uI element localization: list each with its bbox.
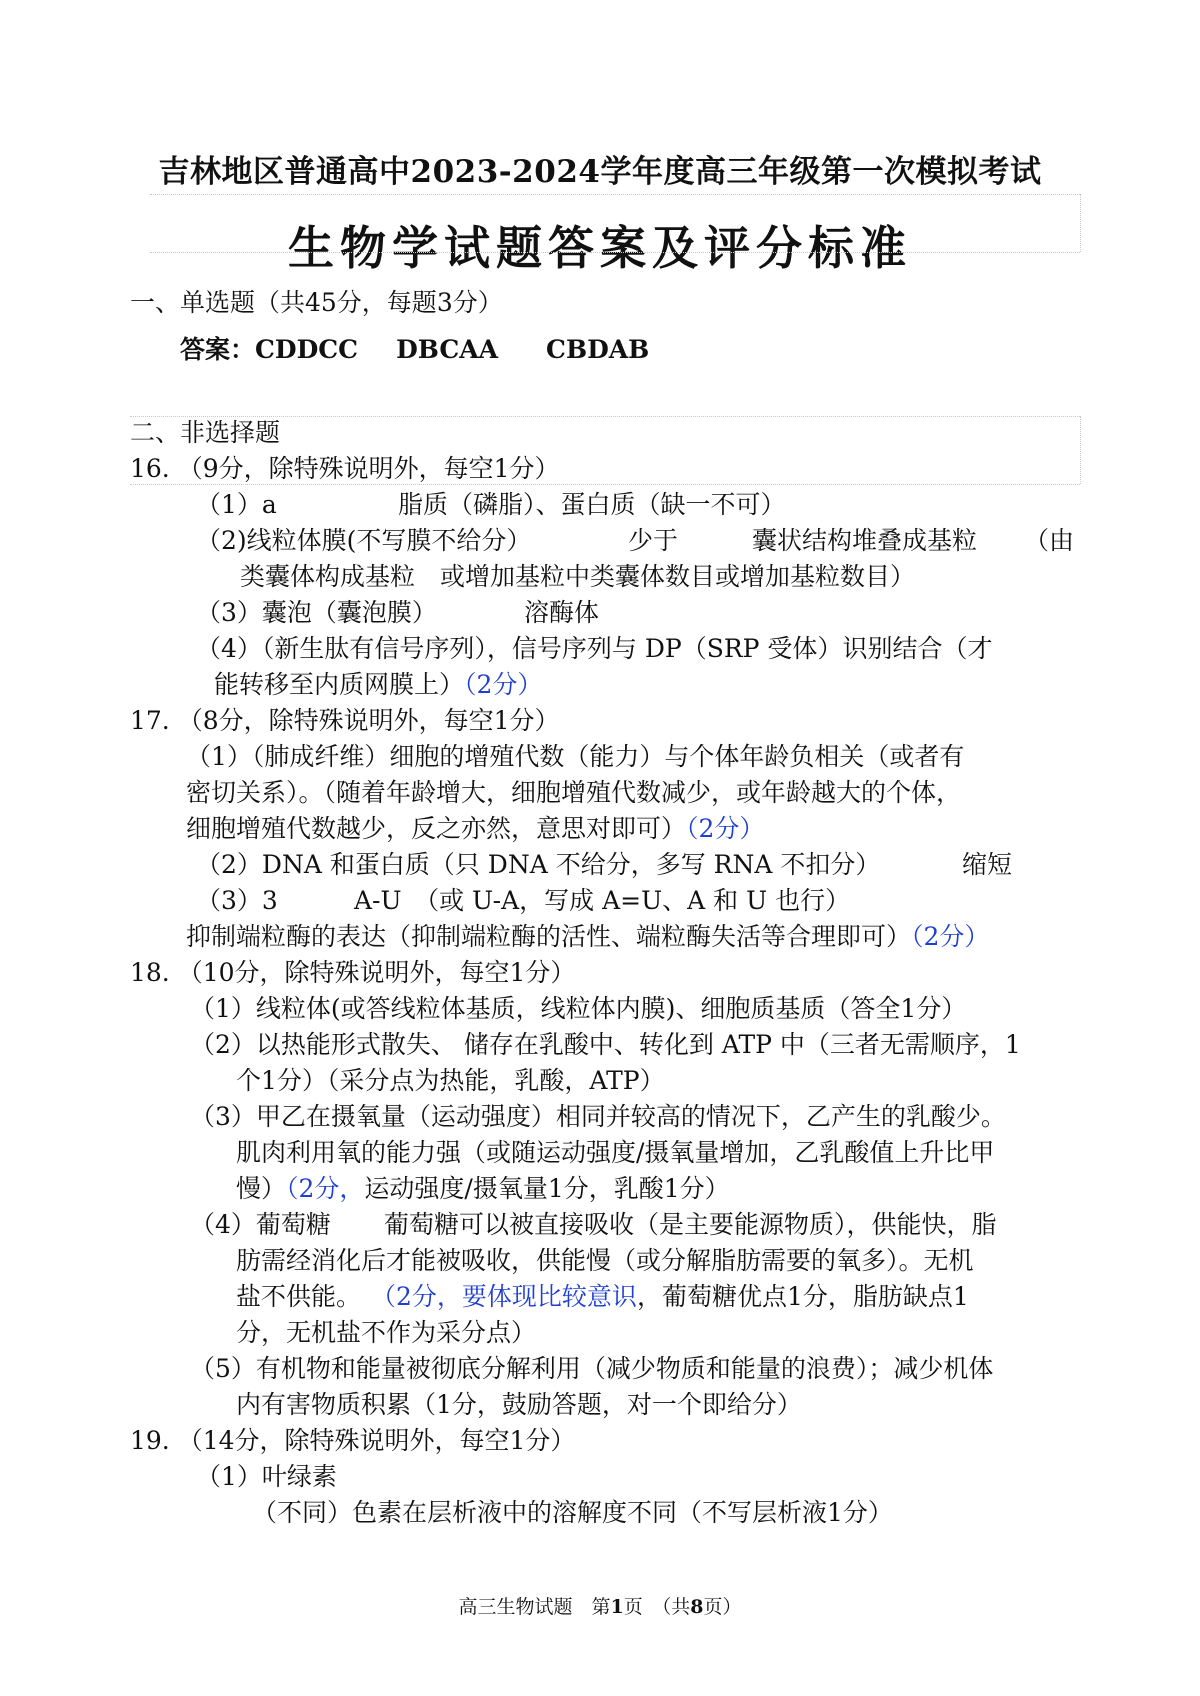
q16-answer-2-d: （由	[1024, 526, 1075, 555]
dotted-guide-line	[1080, 194, 1081, 252]
answer-group: CDDCC	[255, 335, 359, 364]
q16-answer-2: （2)线粒体膜(不写膜不给分）	[196, 526, 532, 555]
q18-answer-3-text: 慢）	[236, 1174, 287, 1203]
score-note: （2分，	[286, 1174, 365, 1203]
q17-answer-2: （2）DNA 和蛋白质（只 DNA 不给分，多写 RNA 不扣分）	[196, 850, 881, 879]
q16-heading: 16. （9分，除特殊说明外，每空1分）	[130, 454, 560, 483]
q16-answer-4-line2	[214, 668, 542, 702]
q17-answer-3: （3）3	[196, 886, 278, 915]
document-title: 生物学试题答案及评分标准	[288, 221, 912, 275]
q16-answer-2-line2: 类囊体构成基粒 或增加基粒中类囊体数目或增加基粒数目）	[240, 562, 916, 591]
q17-answer-3-line2	[186, 920, 989, 954]
q18-answer-4-line2: 肪需经消化后才能被吸收，供能慢（或分解脂肪需要的氧多）。无机	[236, 1246, 974, 1275]
section2-heading: 二、非选择题	[130, 418, 281, 447]
q18-answer-5-line2: 内有害物质积累（1分，鼓励答题，对一个即给分）	[236, 1390, 802, 1419]
answer-label: 答案：	[180, 335, 256, 364]
dotted-guide-line	[1080, 416, 1081, 484]
dotted-guide-line	[150, 252, 1080, 253]
q17-answer-1-line1: （1）（肺成纤维）细胞的增殖代数（能力）与个体年龄负相关（或者有	[186, 742, 965, 771]
q18-heading: 18. （10分，除特殊说明外，每空1分）	[130, 958, 576, 987]
q18-answer-3-line3	[236, 1172, 730, 1206]
dotted-guide-line	[150, 194, 1080, 195]
q18-answer-3-line1: （3）甲乙在摄氧量（运动强度）相同并较高的情况下，乙产生的乳酸少。	[190, 1102, 1006, 1131]
q18-answer-2-line2: 个1分）（采分点为热能，乳酸，ATP）	[236, 1066, 665, 1095]
mc-answer-line	[180, 333, 649, 367]
q19-answer-1-line2: （不同）色素在层析液中的溶解度不同（不写层析液1分）	[252, 1498, 893, 1527]
q17-answer-3-b: A-U （或 U-A，写成 A=U、A 和 U 也行）	[354, 886, 851, 915]
page-footer	[0, 1592, 1200, 1619]
section1-heading: 一、单选题（共45分，每题3分）	[130, 288, 503, 317]
score-note: （2分）	[911, 922, 990, 951]
q18-answer-4: （4）葡萄糖	[190, 1210, 331, 1239]
answer-group: DBCAA	[396, 335, 499, 364]
q19-heading: 19. （14分，除特殊说明外，每空1分）	[130, 1426, 576, 1455]
score-note: （2分，要体现比较意识	[371, 1282, 637, 1311]
score-note: （2分）	[686, 814, 765, 843]
q17-answer-3-text: 抑制端粒酶的表达（抑制端粒酶的活性、端粒酶失活等合理即可）	[186, 922, 912, 951]
q18-answer-4-note: ，葡萄糖优点1分，脂肪缺点1	[636, 1282, 969, 1311]
q17-answer-2-b: 缩短	[962, 850, 1013, 879]
q18-answer-4-line3	[236, 1280, 969, 1314]
q17-answer-1-text: 细胞增殖代数越少，反之亦然，意思对即可）	[186, 814, 687, 843]
q17-heading: 17. （8分，除特殊说明外，每空1分）	[130, 706, 560, 735]
q16-answer-1: （1）a	[196, 490, 277, 519]
q18-answer-4-text: 盐不供能。	[236, 1282, 362, 1311]
q18-answer-2-line1: （2）以热能形式散失、 储存在乳酸中、转化到 ATP 中（三者无需顺序，1	[190, 1030, 1021, 1059]
q16-answer-4-text: 能转移至内质网膜上）	[214, 670, 465, 699]
q18-answer-5-line1: （5）有机物和能量被彻底分解利用（减少物质和能量的浪费）；减少机体	[190, 1354, 994, 1383]
q17-answer-1-line3	[186, 812, 764, 846]
page-total: 8	[690, 1596, 704, 1618]
q16-answer-2-c: 囊状结构堆叠成基粒	[752, 526, 978, 555]
q18-answer-3-note: 运动强度/摄氧量1分，乳酸1分）	[364, 1174, 730, 1203]
footer-text: 高三生物试题 第	[458, 1596, 611, 1618]
q18-answer-3-line2: 肌肉利用氧的能力强（或随运动强度/摄氧量增加，乙乳酸值上升比甲	[236, 1138, 995, 1167]
q16-answer-4-line1: （4）（新生肽有信号序列），信号序列与 DP（SRP 受体）识别结合（才	[196, 634, 993, 663]
q18-answer-4-line4: 分，无机盐不作为采分点）	[236, 1318, 537, 1347]
q19-answer-1: （1）叶绿素	[196, 1462, 337, 1491]
footer-text: 页 （共	[623, 1596, 691, 1618]
q16-answer-3-b: 溶酶体	[524, 598, 600, 627]
footer-text: 页）	[703, 1596, 742, 1618]
exam-title: 吉林地区普通高中2023-2024学年度高三年级第一次模拟考试	[158, 154, 1042, 190]
q16-answer-3: （3）囊泡（囊泡膜）	[196, 598, 437, 627]
q18-answer-1: （1）线粒体(或答线粒体基质，线粒体内膜)、细胞质基质（答全1分）	[190, 994, 967, 1023]
q16-answer-1-text: 脂质（磷脂）、蛋白质（缺一不可）	[398, 490, 786, 519]
score-note: （2分）	[464, 670, 543, 699]
q17-answer-1-line2: 密切关系）。（随着年龄增大，细胞增殖代数减少，或年龄越大的个体，	[186, 778, 962, 807]
q18-answer-4-line1: 葡萄糖可以被直接吸收（是主要能源物质），供能快，脂	[384, 1210, 997, 1239]
q16-answer-2-b: 少于	[628, 526, 679, 555]
answer-group: CBDAB	[546, 335, 650, 364]
page-number: 1	[610, 1596, 624, 1618]
